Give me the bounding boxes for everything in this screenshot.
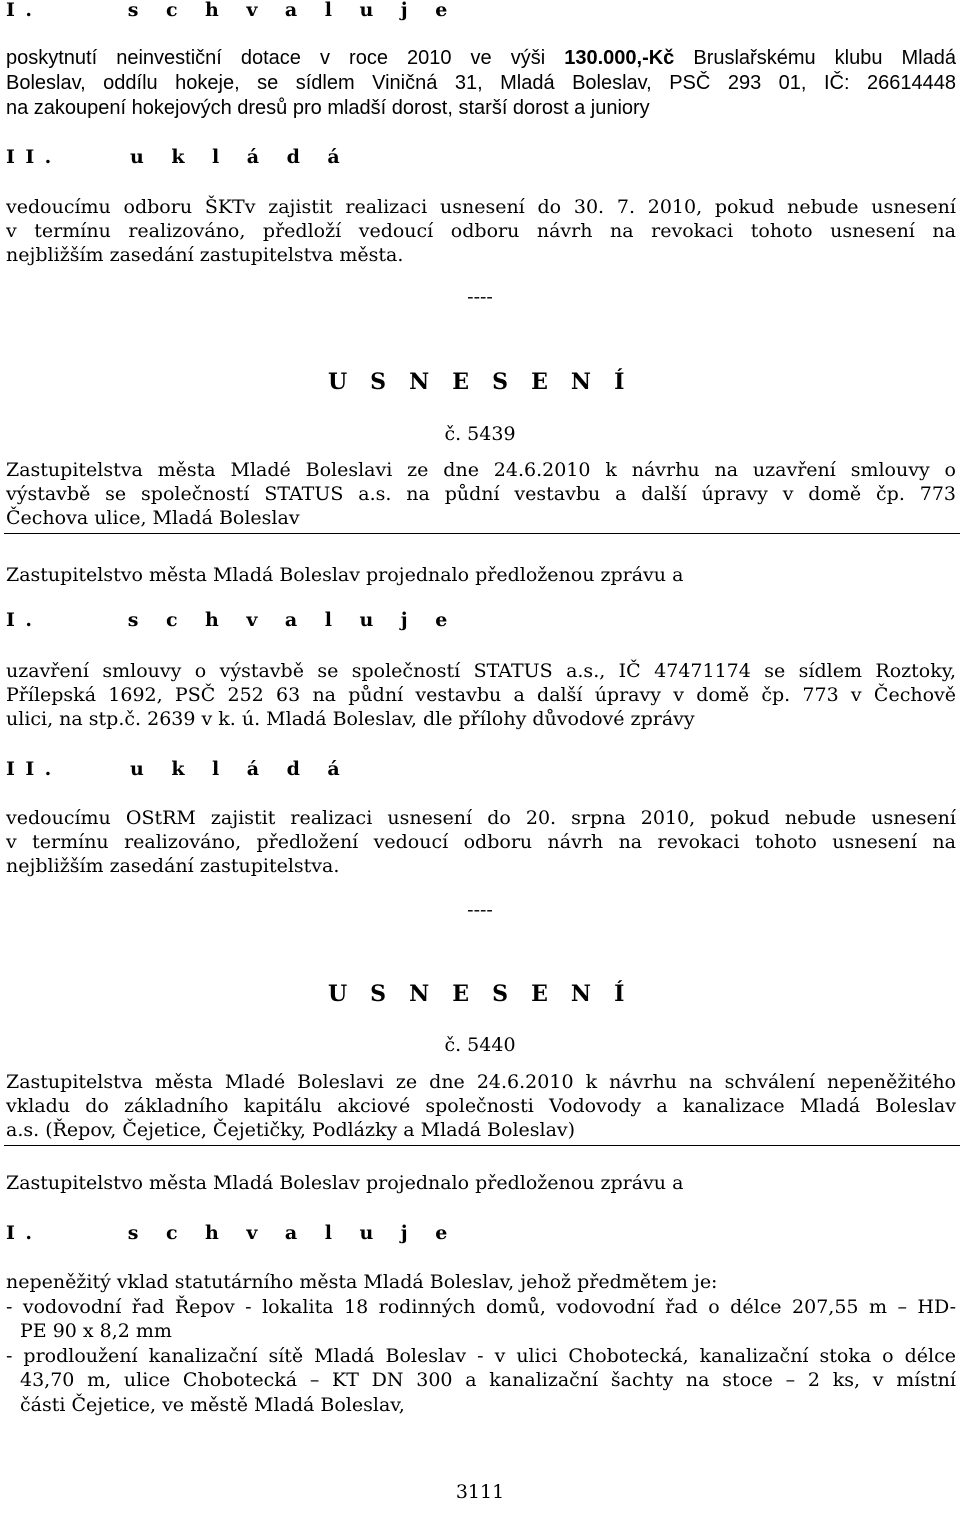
approval-list-item: - vodovodní řad Řepov - lokalita 18 rodinných domů, vodovodní řad o délce 207,55 m – HD- — [6, 1296, 956, 1318]
grant-paragraph-line: Boleslav, oddílu hokeje, se sídlem Viničná 31, Mladá Boleslav, PSČ 293 01, IČ: 26614448 — [6, 72, 956, 94]
uklada-heading — [6, 145, 350, 169]
task-paragraph-line: v termínu realizováno, předložení vedoucí odboru návrh na revokaci tohoto usnesení na — [6, 831, 956, 853]
section-keyword: s c h v a l u j e — [127, 609, 458, 631]
grant-amount: 130.000,-Kč — [564, 47, 675, 69]
section-number: I. — [6, 1222, 43, 1244]
uklada-heading — [6, 757, 350, 781]
resolution-title-line: Zastupitelstva města Mladé Boleslavi ze dne 24.6.2010 k návrhu na uzavření smlouvy o — [6, 459, 956, 481]
approval-paragraph-line: uzavření smlouvy o výstavbě se společností STATUS a.s., IČ 47471174 se sídlem Roztoky, — [6, 660, 956, 682]
resolution-title-line: Čechova ulice, Mladá Boleslav — [6, 507, 300, 529]
task-paragraph-line: nejbližším zasedání zastupitelstva. — [6, 855, 340, 877]
section-keyword: u k l á d á — [130, 758, 351, 780]
approval-list-item: - prodloužení kanalizační sítě Mladá Boleslav - v ulici Chobotecká, kanalizační stoka o délce — [6, 1345, 956, 1367]
task-paragraph-line: vedoucímu OStRM zajistit realizaci usnesení do 20. srpna 2010, pokud nebude usnesení — [6, 807, 956, 829]
task-paragraph-line: vedoucímu odboru ŠKTv zajistit realizaci usnesení do 30. 7. 2010, pokud nebude usnesení — [6, 196, 956, 218]
approval-paragraph-line: ulici, na stp.č. 2639 v k. ú. Mladá Boleslav, dle přílohy důvodové zprávy — [6, 708, 695, 730]
resolution-intro: Zastupitelstvo města Mladá Boleslav projednalo předloženou zprávu a — [6, 564, 684, 586]
section-keyword: s c h v a l u j e — [127, 1222, 458, 1244]
title-underline — [4, 1145, 960, 1146]
section-keyword: u k l á d á — [130, 146, 351, 168]
task-paragraph-line: v termínu realizováno, předloží vedoucí odboru návrh na revokaci tohoto usnesení na — [6, 220, 956, 242]
title-underline — [4, 533, 960, 534]
approval-paragraph-line: Přílepská 1692, PSČ 252 63 na půdní vestavbu a další úpravy v domě čp. 773 v Čechově — [6, 684, 956, 706]
resolution-heading: U S N E S E N Í — [327, 981, 633, 1007]
resolution-title-line: Zastupitelstva města Mladé Boleslavi ze dne 24.6.2010 k návrhu na schválení nepeněžitého — [6, 1071, 956, 1093]
section-keyword: s c h v a l u j e — [127, 0, 458, 21]
approval-list-item: 43,70 m, ulice Chobotecká – KT DN 300 a kanalizační šachty na stoce – 2 ks, v místní — [20, 1369, 956, 1391]
grant-paragraph-line: na zakoupení hokejových dresů pro mladší dorost, starší dorost a juniory — [6, 97, 650, 119]
approval-paragraph-line: nepeněžitý vklad statutárního města Mladá Boleslav, jehož předmětem je: — [6, 1271, 718, 1293]
section-number: I. — [6, 0, 43, 21]
section-number: I. — [6, 609, 43, 631]
resolution-heading: U S N E S E N Í — [327, 369, 633, 395]
resolution-title-line: výstavbě se společností STATUS a.s. na půdní vestavbu a další úpravy v domě čp. 773 — [6, 483, 956, 505]
schvaluje-heading — [6, 608, 458, 632]
schvaluje-heading — [6, 0, 458, 22]
grant-paragraph-line: poskytnutí neinvestiční dotace v roce 2010 ve výši 130.000,-Kč Bruslařskému klubu Mladá — [6, 47, 956, 69]
section-number: II. — [6, 758, 62, 780]
resolution-number: č. 5440 — [444, 1034, 516, 1056]
resolution-title-line: a.s. (Řepov, Čejetice, Čejetičky, Podlázky a Mladá Boleslav) — [6, 1119, 576, 1141]
approval-list-item: PE 90 x 8,2 mm — [20, 1320, 172, 1342]
approval-list-item: části Čejetice, ve městě Mladá Boleslav, — [20, 1394, 405, 1416]
resolution-intro: Zastupitelstvo města Mladá Boleslav projednalo předloženou zprávu a — [6, 1172, 684, 1194]
resolution-number: č. 5439 — [444, 423, 516, 445]
separator: ---- — [467, 286, 493, 308]
page-number: 3111 — [455, 1481, 505, 1503]
separator: ---- — [467, 899, 493, 921]
section-number: II. — [6, 146, 62, 168]
task-paragraph-line: nejbližším zasedání zastupitelstva města. — [6, 244, 404, 266]
schvaluje-heading — [6, 1221, 458, 1245]
resolution-title-line: vkladu do základního kapitálu akciové společnosti Vodovody a kanalizace Mladá Boleslav — [6, 1095, 956, 1117]
